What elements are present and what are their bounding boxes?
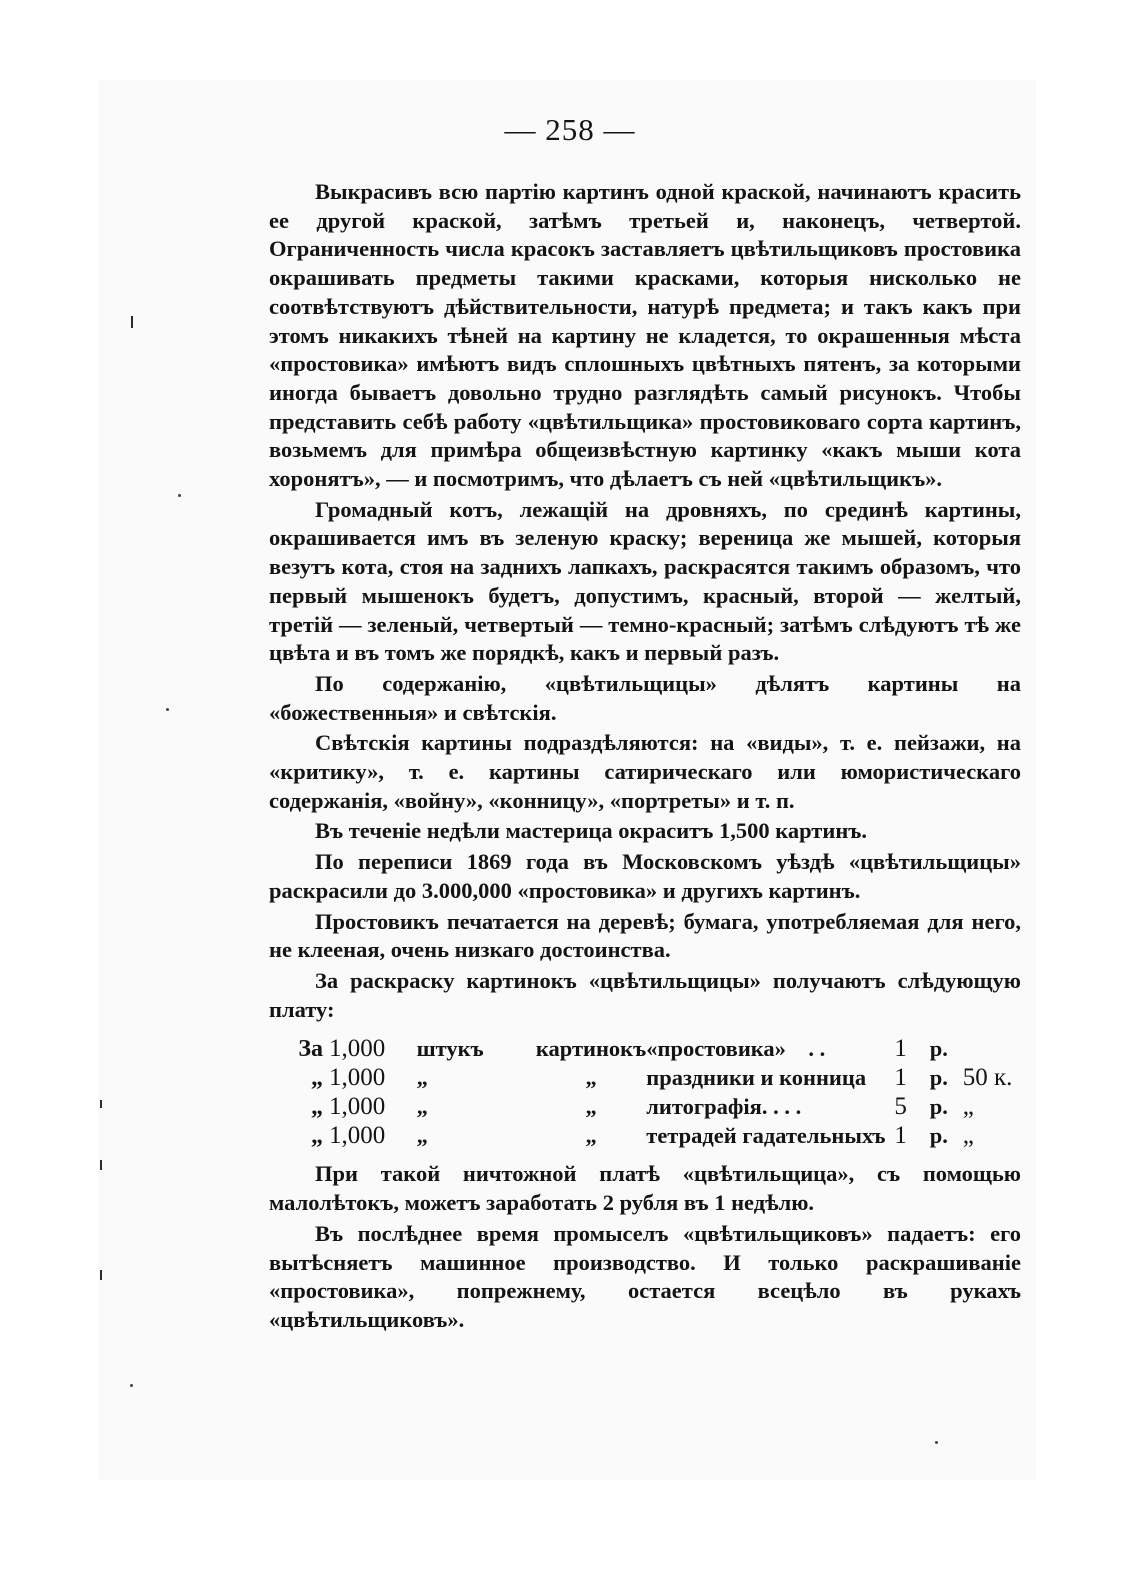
paragraph: Простовикъ печатается на деревѣ; бумага, употребляемая для него, не клееная, очень низкаго достоинства. xyxy=(269,908,1021,963)
row-quantity: 1,000 xyxy=(328,1063,386,1091)
row-kind: „ xyxy=(585,1093,597,1119)
row-item: тетрадей гадательныхъ xyxy=(646,1122,886,1148)
scan-speck xyxy=(166,708,169,711)
row-kind: „ xyxy=(585,1122,597,1148)
row-currency: р. xyxy=(929,1122,948,1148)
payment-row xyxy=(269,1034,1021,1063)
row-price: 1 xyxy=(894,1063,907,1091)
scan-speck xyxy=(130,1384,133,1387)
row-lead: „ xyxy=(310,1064,323,1091)
payment-table xyxy=(269,1034,1021,1150)
paragraph: При такой ничтожной платѣ «цвѣтильщица», съ помощью малолѣтокъ, можетъ заработать 2 рубля въ 1 недѣлю. xyxy=(269,1161,1021,1216)
payment-row xyxy=(269,1063,1021,1092)
scan-mark xyxy=(100,1160,102,1170)
paragraph: По содержанію, «цвѣтильщицы» дѣлятъ картины на «божественныя» и свѣтскія. xyxy=(269,670,1021,725)
row-kopecks: „ xyxy=(962,1121,974,1149)
row-lead: „ xyxy=(310,1122,323,1149)
row-quantity: 1,000 xyxy=(328,1121,386,1149)
row-lead: „ xyxy=(310,1093,323,1120)
paragraph: Свѣтскія картины подраздѣляются: на «виды», т. е. пейзажи, на «критику», т. е. картины сатирическаго или юмористическаго содержанія, «войну», «конницу», «портреты» и т. п. xyxy=(269,730,1021,813)
scan-mark xyxy=(100,1100,102,1108)
row-kopecks xyxy=(963,1034,1021,1063)
row-unit: „ xyxy=(416,1093,428,1119)
paragraph: Въ теченіе недѣли мастерица окраситъ 1,500 картинъ. xyxy=(315,818,868,844)
row-kind: картинокъ xyxy=(535,1035,647,1061)
row-price: 1 xyxy=(894,1034,907,1062)
paragraph: За раскраску картинокъ «цвѣтильщицы» получаютъ слѣдующую плату: xyxy=(269,967,1021,1022)
scan-mark xyxy=(100,1270,102,1280)
paragraph: Выкрасивъ всю партію картинъ одной краской, начинаютъ красить ее другой краской, затѣмъ третьей и, наконецъ, четвертой. Ограниченность числа красокъ заставляетъ цвѣтильщиковъ простовика окрашивать предметы такими красками, которыя нисколько не соотвѣтствуютъ дѣйствительности, натурѣ предмета; и такъ какъ при этомъ никакихъ тѣней на картину не кладется, то окрашенныя мѣста «простовика» имѣютъ видъ сплошныхъ цвѣтныхъ пятенъ, за которыми иногда бываетъ довольно трудно разглядѣть самый рисунокъ. Чтобы представить себѣ работу «цвѣтильщика» простовиковаго сорта картинъ, возьмемъ для примѣра общеизвѣстную картинку «какъ мыши кота хоронятъ», — и посмотримъ, что дѣлаетъ съ ней «цвѣтильщикъ». xyxy=(269,179,1021,492)
row-currency: р. xyxy=(929,1035,948,1061)
row-item: праздники и конница xyxy=(646,1064,867,1090)
row-quantity: 1,000 xyxy=(328,1034,386,1062)
body-text xyxy=(269,178,1021,1335)
row-price: 1 xyxy=(894,1121,907,1149)
row-kopecks: 50 к. xyxy=(962,1063,1013,1091)
row-kind: „ xyxy=(585,1064,597,1090)
page-number: — 258 — xyxy=(504,112,636,147)
row-item xyxy=(646,1034,894,1063)
row-lead: За xyxy=(298,1035,323,1062)
scan-speck xyxy=(935,1441,938,1444)
row-kopecks: „ xyxy=(962,1092,974,1120)
paragraph: По переписи 1869 года въ Московскомъ уѣздѣ «цвѣтильщицы» раскрасили до 3.000,000 «простовика» и другихъ картинъ. xyxy=(269,849,1021,903)
payment-row xyxy=(269,1092,1021,1121)
row-unit: „ xyxy=(416,1122,428,1148)
row-unit: штукъ xyxy=(416,1035,484,1061)
paragraph: Громадный котъ, лежащій на дровняхъ, по срединѣ картины, окрашивается имъ въ зеленую краску; вереница же мышей, которыя везутъ кота, стоя на заднихъ лапкахъ, раскрасятся такимъ образомъ, что первый мышенокъ будетъ, допустимъ, красный, второй — желтый, третій — зеленый, четвертый — темно-красный; затѣмъ слѣдуютъ тѣ же цвѣта и въ томъ же порядкѣ, какъ и первый разъ. xyxy=(269,496,1021,666)
row-item: литографія. . . . xyxy=(646,1093,802,1119)
row-price: 5 xyxy=(894,1092,907,1120)
payment-row xyxy=(269,1121,1021,1150)
row-quantity: 1,000 xyxy=(328,1092,386,1120)
row-unit: „ xyxy=(416,1064,428,1090)
scan-mark xyxy=(131,316,133,328)
row-currency: р. xyxy=(929,1093,948,1119)
paragraph: Въ послѣднее время промыселъ «цвѣтильщиковъ» падаетъ: его вытѣсняетъ машинное производство. И только раскрашиваніе «простовика», попрежнему, остается всецѣло въ рукахъ «цвѣтильщиковъ». xyxy=(269,1220,1021,1332)
scan-speck xyxy=(178,494,181,497)
row-leader-dots: . . xyxy=(808,1035,826,1061)
row-currency: р. xyxy=(929,1064,948,1090)
row-item-label: «простовика» xyxy=(646,1035,786,1061)
